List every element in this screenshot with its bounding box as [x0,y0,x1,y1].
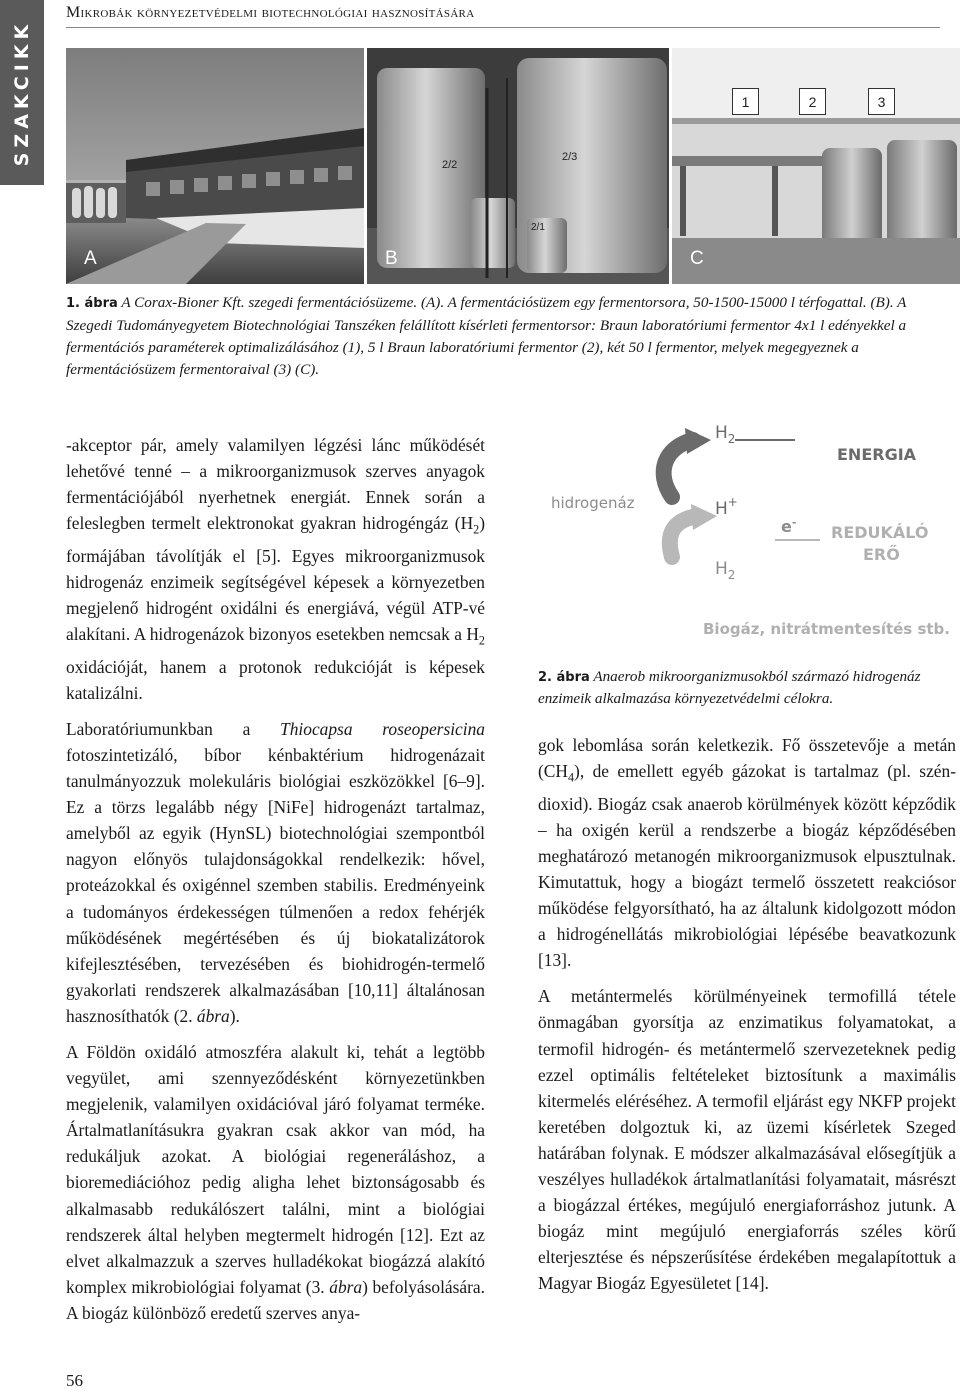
right-paragraph-2: A metántermelés körülményeinek termofillá tétele önmagában gyorsítja az enzimatikus folyamatokat, a termofil hidrogén- és metántermelő szervezeteknek pedig ezzel optimális feltételeket biztosítunk a maximális kitermelés eléréséhez. A termofil eljárást egy NKFP projekt keretében dolgoztuk ki, az üzemi kísérletek Szeged határában folynak. E módszer alkalmazásával elősegítjük a veszélyes hulladékok ártalmatlanítási folyamatait, másrészt a biogázzal értékes, megújuló energiaforráshoz jutunk. A biogáz mint megújuló energiaforrás széles körű elterjesztése és népszerűsítése érdekében megalapítottuk a Magyar Biogáz Egyesületet [14]. [538,986,956,1294]
photo-c-tag-3: 3 [868,88,895,115]
photo-fermentor-row [367,48,669,284]
tank-label-2: 2/3 [562,151,578,163]
h-plus-label: H+ [715,495,738,519]
ero-label: ERŐ [863,545,900,564]
biogaz-label: Biogáz, nitrátmentesítés stb. [703,620,950,638]
photo-b-letter: B [385,248,398,269]
left-column [66,432,485,1336]
section-tab [0,0,44,185]
tank-label-3: 2/1 [531,222,545,233]
left-paragraph-1: -akceptor pár, amely valamilyen légzési lánc működését lehetővé tenné – a mikroorganizmusok szerves anyagok fermentációjából nyerhetnek energiát. Ennek során a feleslegben termelt elektronokat gyakran hidrogéngáz $(H_2)$ formájában távolítják el [5]. Egyes mikroorganizmusok hidrogenáz enzimeik segítségével képesek a környezetben megjelenő hidrogént oxidálni és energiává, végül ATP-vé alakítani. A hidrogenázok bizonyos esetekben nemcsak a $H_2$ oxidációját, hanem a protonok redukcióját is képesek katalizálni. [66,435,485,703]
page-number: 56 [66,1371,83,1390]
figure-2-diagram [535,412,960,647]
dark-arrow-head [685,428,711,454]
figure-1-caption [66,292,956,381]
hydrogenase-diagram [535,412,960,647]
redukalo-label: REDUKÁLÓ [831,523,929,542]
figure-2-label: 2. ábra [538,670,590,685]
fermentor-row-image [367,48,669,284]
figure-2-caption [538,666,956,709]
photo-lab-fermentors [672,48,960,284]
running-head: Mikrobák környezetvédelmi biotechnológiai hasznosítására [66,4,940,28]
right-column [538,732,956,1306]
photo-c-tag-2: 2 [799,88,826,115]
h2-top-label: $H_2$ [715,423,736,446]
electron-label: e- [781,516,797,536]
hidrogenaz-label: hidrogenáz [551,494,635,512]
factory-image [66,48,364,284]
h2-bottom-label: $H_2$ [715,559,736,582]
light-arrow-head [691,504,717,530]
energia-label: ENERGIA [837,445,917,464]
figure-1-label: 1. ábra [66,296,118,311]
left-paragraph-2: Laboratóriumunkban a Thiocapsa roseopersicina fotoszintetizáló, bíbor kénbaktérium hidrogenázait tanulmányozzuk molekuláris biológiai eszközökkel [6–9]. Ez a törzs legalább négy [NiFe] hidrogenázt tartalmaz, amelyből az egyik (HynSL) biotechnológiai szempontból nagyon előnyös tulajdonságokkal rendelkezik: hővel, proteázokkal és oxigénnel szemben stabilis. Eredményeink a tudományos érdekességen túlmenően a redox fehérjék működésének megértésében és új biokatalizátorok kifejlesztésében, tervezésében és biohidrogén-termelő gyakorlati rendszerek alkalmazásában [10,11] általánosan hasznosíthatók (2. ábra). [66,718,485,1026]
photo-a-letter: A [84,248,97,269]
figure-2-text: Anaerob mikroorganizmusokból származó hidrogenáz enzimeik alkalmazása környezetvédelmi célokra. [538,668,921,707]
section-tab-label: SZAKCIKK [11,19,33,166]
right-paragraph-1: gok lebomlása során keletkezik. Fő összetevője a metán $(CH_4)$, de emellett egyéb gázokat is tartalmaz (pl. szén-dioxid). Biogáz csak anaerob körülmények között képződik – ha oxigén kerül a rendszerbe a biogáz képződésében meghatározó metanogén mikroorganizmusok elpusztulnak. Kimutattuk, hogy a biogázt termelő összetett reakciósor működése felgyorsítható, ha az általunk kidolgozott módon a hidrogénellátás mikrobiológiai lépésébe beavatkozunk [13]. [538,735,956,971]
figure-1-text: A Corax-Bioner Kft. szegedi fermentációsüzeme. (A). A fermentációsüzem egy fermentorsora, 50-1500-15000 l térfogattal. (B). A Szegedi Tudományegyetem Biotechnológiai Tanszéken felállított kísérleti fermentorsor: Braun laboratóriumi fermentor 4x1 l edényekkel a fermentációs paraméterek optimalizálásához (1), 5 l Braun laboratóriumi fermentor (2), két 50 l fermentor, melyek megegyeznek a fermentációsüzem fermentoraival (3) (C). [66,294,907,378]
left-paragraph-3: A Földön oxidáló atmoszféra alakult ki, tehát a legtöbb vegyület, ami szennyeződésként környezetünkben megjelenik, valamilyen oxidációval járó folyamat terméke. Ártalmatlanításukra gyakran csak akkor van mód, ha redukáljuk azokat. A biológiai regeneráláshoz, a bioremediációhoz pedig aligha lehet biztonságosabb és alkalmasabb redukálószert találni, mint a biológiai rendszerek által helyben megtermelt hidrogén [12]. Ezt az elvet alkalmazzuk a szerves hulladékokat biogázzá alakító komplex mikrobiológiai folyamat (3. ábra) befolyásolására. A biogáz különböző eredetű szerves anya- [66,1042,485,1323]
photo-c-tag-1: 1 [732,88,759,115]
tank-label-1: 2/2 [442,159,458,171]
photo-factory [66,48,364,284]
lab-fermentors-image [672,48,960,284]
photo-c-letter: C [690,248,704,269]
